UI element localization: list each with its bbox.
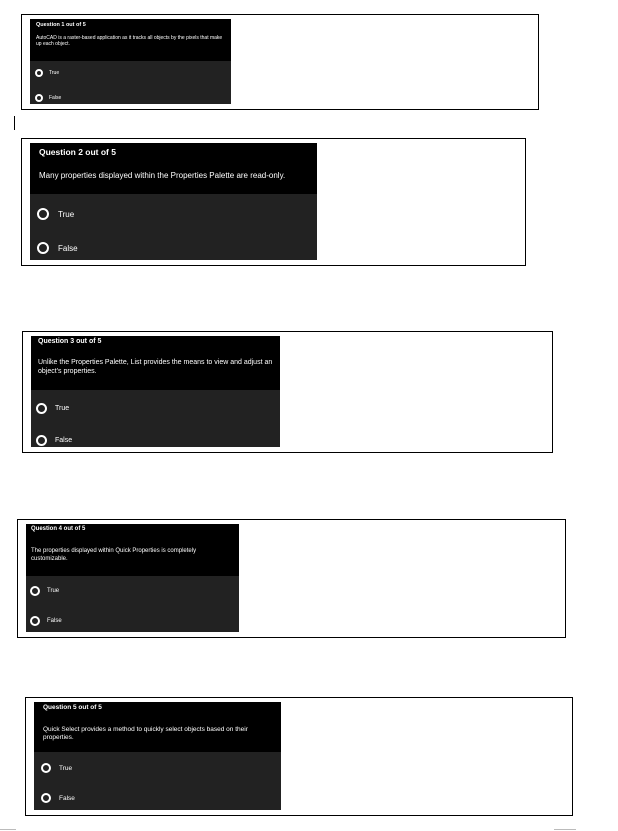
question-3-option-true[interactable] xyxy=(31,403,69,414)
option-label[interactable]: True xyxy=(58,209,75,219)
radio-unselected-icon[interactable] xyxy=(30,586,40,596)
question-5-option-true[interactable] xyxy=(34,763,72,773)
question-5-header xyxy=(34,702,281,752)
question-4-title: Question 4 out of 5 xyxy=(31,526,86,532)
question-3-header xyxy=(31,336,280,390)
page-edge-mark-right xyxy=(554,829,576,830)
question-4-option-true[interactable] xyxy=(26,586,59,596)
radio-unselected-icon[interactable] xyxy=(36,403,47,414)
question-4-option-false[interactable] xyxy=(26,616,62,626)
radio-unselected-icon[interactable] xyxy=(41,763,51,773)
question-5-text: Quick Select provides a method to quickly select objects based on their properties. xyxy=(43,726,248,741)
option-label[interactable]: False xyxy=(59,794,75,802)
question-2-card xyxy=(30,143,317,260)
radio-unselected-icon[interactable] xyxy=(41,793,51,803)
question-2-header xyxy=(30,143,317,194)
question-3-card xyxy=(31,336,280,447)
question-2-option-false[interactable] xyxy=(30,242,78,254)
question-5-card xyxy=(34,702,281,810)
question-4-text: The properties displayed within Quick Properties is completely customizable. xyxy=(31,548,197,562)
radio-unselected-icon[interactable] xyxy=(36,435,47,446)
question-5-title: Question 5 out of 5 xyxy=(43,704,102,711)
question-1-text: AutoCAD is a raster-based application as it tracks all objects by the pixels that make up each object. xyxy=(36,35,223,47)
option-label[interactable]: False xyxy=(49,95,62,101)
question-2-option-true[interactable] xyxy=(30,208,74,220)
radio-unselected-icon[interactable] xyxy=(37,242,49,254)
question-5-options xyxy=(34,752,281,810)
question-5-option-false[interactable] xyxy=(34,793,75,803)
question-4-card xyxy=(26,524,239,632)
radio-unselected-icon[interactable] xyxy=(35,69,43,77)
radio-unselected-icon[interactable] xyxy=(35,94,43,102)
question-2-title: Question 2 out of 5 xyxy=(39,147,116,157)
radio-unselected-icon[interactable] xyxy=(37,208,49,220)
question-3-title: Question 3 out of 5 xyxy=(38,338,102,345)
option-label[interactable]: True xyxy=(47,588,60,594)
question-4-options xyxy=(26,576,239,632)
question-1-card xyxy=(30,19,231,104)
question-1-option-true[interactable] xyxy=(30,69,59,77)
question-1-header xyxy=(30,19,231,61)
radio-unselected-icon[interactable] xyxy=(30,616,40,626)
option-label[interactable]: True xyxy=(55,405,70,412)
text-cursor xyxy=(14,116,15,130)
page-edge-mark-left xyxy=(0,829,16,830)
question-3-options xyxy=(31,390,280,447)
question-2-options xyxy=(30,194,317,260)
option-label[interactable]: True xyxy=(59,764,73,772)
option-label[interactable]: False xyxy=(58,243,78,253)
question-2-text: Many properties displayed within the Properties Palette are read-only. xyxy=(39,171,286,180)
question-3-option-false[interactable] xyxy=(31,435,72,446)
question-4-header xyxy=(26,524,239,576)
option-label[interactable]: True xyxy=(49,70,60,76)
option-label[interactable]: False xyxy=(47,618,62,624)
question-1-option-false[interactable] xyxy=(30,94,61,102)
question-1-title: Question 1 out of 5 xyxy=(36,22,86,28)
question-3-text: Unlike the Properties Palette, List provides the means to view and adjust an object's properties. xyxy=(38,359,273,375)
option-label[interactable]: False xyxy=(55,437,73,444)
question-1-options xyxy=(30,61,231,104)
